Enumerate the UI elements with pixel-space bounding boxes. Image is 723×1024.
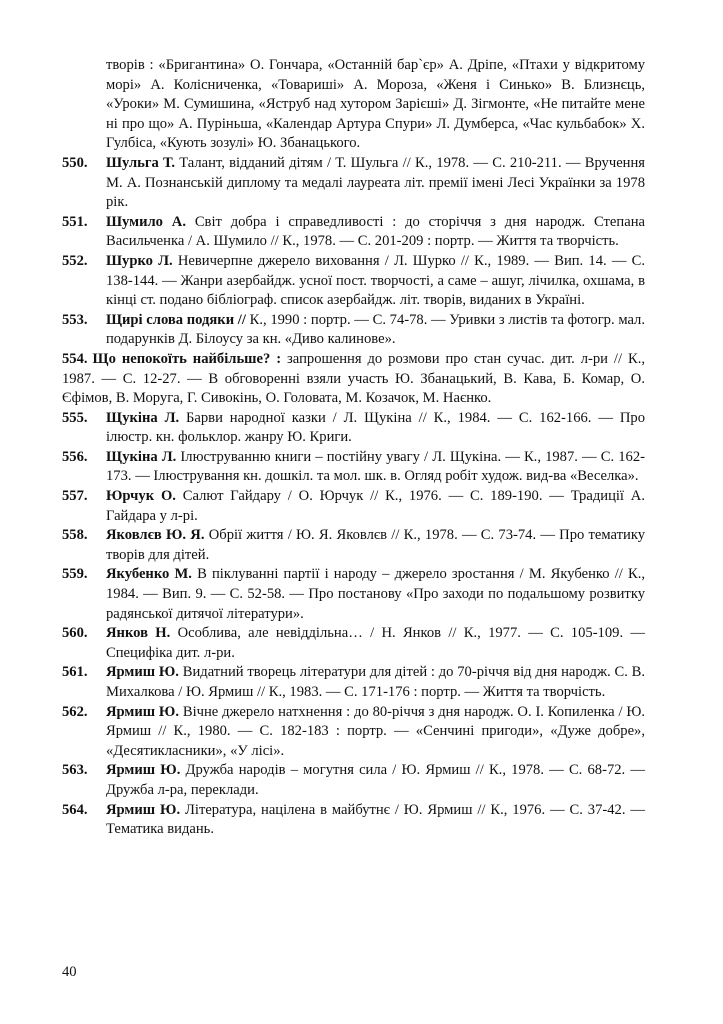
- entry-body: [106, 663, 645, 702]
- entry-author: Щирі слова подяки //: [106, 311, 246, 328]
- entry-number: 553.: [62, 311, 88, 328]
- entry-body: [106, 252, 645, 311]
- bibliography-entry-558: [62, 526, 645, 565]
- entry-number: 558.: [62, 527, 88, 544]
- entry-author: Ярмиш Ю.: [106, 703, 180, 720]
- entry-text: Видатний творець літератури для дітей : до 70-річчя від дня народж. С. В. Михалкова / Ю. Ярмиш // К., 1983. — С. 171-176 : портр. — Життя та творчість.: [106, 664, 645, 700]
- entry-text: Невичерпне джерело виховання / Л. Шурко // К., 1989. — Вип. 14. — С. 138-144. — Жанри азербайдж. усної пост. творчості, а саме – ашуг, лічилка, охшама, в кінці ст. подано бібліограф. список азербайдж. літ. творів, виданих в Україні.: [106, 252, 645, 309]
- entry-number: 552.: [62, 252, 88, 269]
- entry-author: Шурко Л.: [106, 252, 173, 269]
- entry-body: [106, 526, 645, 565]
- bibliography-entry-561: [62, 663, 645, 702]
- entry-number: 557.: [62, 488, 88, 505]
- entry-text: В піклуванні партії і народу – джерело зростання / М. Якубенко // К., 1984. — Вип. 9. — С. 52-58. — Про постанову «Про заходи по подальшому розвитку радянської дитячої літератури».: [106, 566, 645, 622]
- entry-text: Салют Гайдару / О. Юрчук // К., 1976. — С. 189-190. — Традиції А. Гайдара у л-рі.: [106, 488, 645, 524]
- entry-text: Вічне джерело натхнення : до 80-річчя з дня народж. О. І. Копиленка / Ю. Ярмиш // К., 1980. — С. 182-183 : портр. — «Сенчині пригоди», «Дуже добре», «Десятикласники», «У лісі».: [106, 703, 645, 759]
- entry-author: Яковлєв Ю. Я.: [106, 527, 205, 544]
- entry-author: Янков Н.: [106, 625, 171, 642]
- bibliography-entry-552: [62, 252, 645, 311]
- bibliography-entry-555: [62, 409, 645, 448]
- entry-number: 550.: [62, 154, 88, 171]
- bibliography-entry-559: [62, 565, 645, 624]
- bibliography-entry-563: [62, 761, 645, 800]
- bibliography-page: [62, 56, 645, 840]
- bibliography-entry-554: [62, 350, 645, 409]
- entry-number: 555.: [62, 409, 88, 426]
- bibliography-entry-564: [62, 801, 645, 840]
- entry-author: Що непокоїть найбільше? :: [92, 350, 282, 367]
- entry-text: К., 1990 : портр. — С. 74-78. — Уривки з листів та фотогр. мал. подарунків Д. Білоусу за кн. «Диво калинове».: [106, 311, 645, 348]
- entry-text: запрошення до розмови про стан сучас. дит. л-ри // К., 1987. — С. 12-27. — В обговоренні взяли участь Ю. Збанацький, В. Кава, Б. Комар, О. Єфімов, В. Моруга, Г. Сивокінь, О. Головата, М. Козачок, М. Наєнко.: [62, 350, 645, 407]
- entry-number: 559.: [62, 566, 88, 583]
- entry-number: 554.: [62, 350, 88, 367]
- entry-author: Шумило А.: [106, 213, 186, 230]
- bibliography-entry-557: [62, 487, 645, 526]
- entry-body: [106, 213, 645, 252]
- bibliography-entry-562: [62, 703, 645, 762]
- bibliography-entry-551: [62, 213, 645, 252]
- entry-author: Ярмиш Ю.: [106, 664, 179, 681]
- entry-body: [106, 801, 645, 840]
- entry-body: [106, 448, 645, 487]
- entry-text: Література, націлена в майбутнє / Ю. Ярмиш // К., 1976. — С. 37-42. — Тематика видань.: [106, 801, 645, 838]
- bibliography-entry-553: [62, 311, 645, 350]
- page-number: 40: [62, 964, 77, 980]
- entry-author: Шульга Т.: [106, 154, 175, 171]
- entry-author: Щукіна Л.: [106, 409, 180, 426]
- entry-body: [106, 761, 645, 800]
- entry-number: 551.: [62, 213, 88, 230]
- entry-author: Щукіна Л.: [106, 448, 177, 465]
- entry-body: [106, 703, 645, 762]
- bibliography-entry-556: [62, 448, 645, 487]
- entry-text: Барви народної казки / Л. Щукіна // К., 1984. — С. 162-166. — Про ілюстр. кн. фольклор. жанру Ю. Криги.: [106, 409, 645, 446]
- entry-number: 562.: [62, 703, 88, 720]
- entry-body: [106, 565, 645, 624]
- entry-text: Світ добра і справедливості : до сторіччя з дня народж. Степана Васильченка / А. Шумило // К., 1978. — С. 201-209 : портр. — Життя та творчість.: [106, 213, 645, 250]
- entry-author: Якубенко М.: [106, 566, 192, 583]
- entry-author: Ярмиш Ю.: [106, 801, 181, 818]
- entry-author: Ярмиш Ю.: [106, 762, 181, 779]
- bibliography-entry-550: [62, 154, 645, 213]
- entry-number: 563.: [62, 762, 88, 779]
- entry-number: 561.: [62, 664, 88, 681]
- entry-text: Обрії життя / Ю. Я. Яковлєв // К., 1978. — С. 73-74. — Про тематику творів для дітей.: [106, 527, 645, 563]
- entry-text: Ілюструванню книги – постійну увагу / Л. Щукіна. — К., 1987. — С. 162-173. — Ілюстрування кн. дошкіл. та мол. шк. в. Огляд робіт худож. вид-ва «Веселка».: [106, 448, 645, 485]
- entry-text: Особлива, але невіддільна… / Н. Янков // К., 1977. — С. 105-109. — Специфіка дит. л-ри.: [106, 625, 645, 661]
- entry-number: 560.: [62, 625, 88, 642]
- entry-author: Юрчук О.: [106, 488, 176, 505]
- entry-body: [106, 624, 645, 663]
- entry-body: [106, 409, 645, 448]
- entry-number: 556.: [62, 448, 88, 465]
- continued-entry-text: творів : «Бригантина» О. Гончара, «Останній бар`єр» А. Дріпе, «Птахи у відкритому морі» А. Колісниченка, «Товариші» А. Мороза, «Женя і Синько» В. Близнєць, «Уроки» М. Сумишина, «Яструб над хутором Зарієші» Д. Зігмонте, «Не питайте мене ні про що» А. Пурiньша, «Календар Артура Спури» Л. Думберса, «Час кульбабок» Х. Гулбіса, «Кують зозулі» Ю. Збанацького.: [106, 57, 645, 152]
- entry-number: 564.: [62, 801, 88, 818]
- entry-body: [106, 154, 645, 213]
- entry-body: [106, 487, 645, 526]
- bibliography-entry-560: [62, 624, 645, 663]
- entry-text: Талант, відданий дітям / Т. Шульга // К., 1978. — С. 210-211. — Вручення М. А. Познанській диплому та медалі лауреата літ. премії імені Лесі Українки за 1978 рік.: [106, 154, 646, 211]
- entry-text: Дружба народів – могутня сила / Ю. Ярмиш // К., 1978. — С. 68-72. — Дружба л-ра, переклади.: [106, 762, 645, 798]
- entry-body: [106, 311, 645, 350]
